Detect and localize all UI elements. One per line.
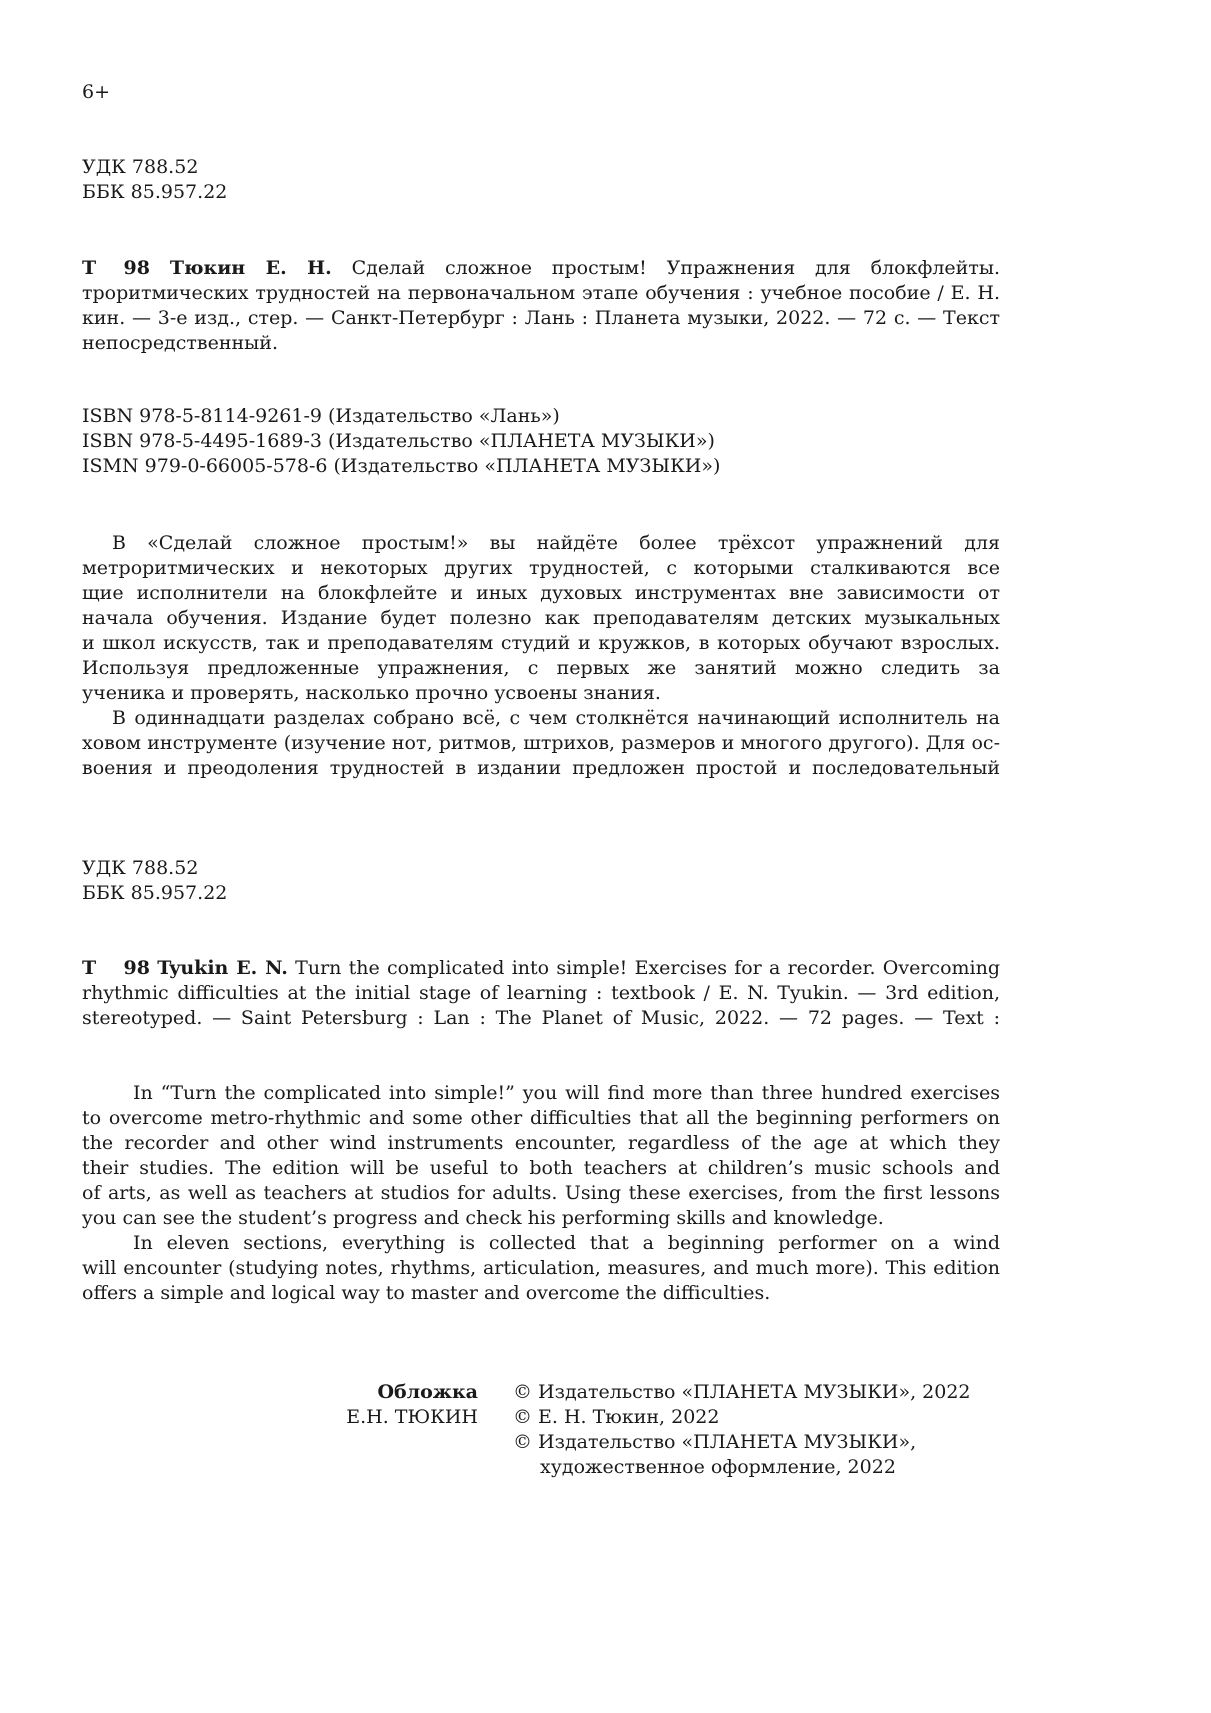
entry-line: непосредственный. [82, 332, 279, 354]
annotation-line: В одиннадцати разделах собрано всё, с чем столкнётся начинающий исполнитель на [112, 707, 1000, 729]
entry-author: Tyukin E. N. [157, 957, 288, 979]
annotation-line: воения и преодоления трудностей в издании предложен простой и последовательный [82, 757, 1000, 779]
entry-code: Т 98 [82, 257, 150, 279]
isbn: ISBN 978-5-8114-9261-9 (Издательство «Лань») [82, 405, 560, 427]
entry-line: stereotyped. — Saint Petersburg : Lan : The Planet of Music, 2022. — 72 pages. — Text : [82, 1007, 1000, 1029]
annotation-line: начала обучения. Издание будет полезно как преподавателям детских музыкальных [82, 607, 1000, 629]
entry-line: Сделай сложное простым! Упражнения для блокфлейты. [351, 257, 1000, 279]
bbk: ББК 85.957.22 [82, 882, 228, 904]
annotation-line: In “Turn the complicated into simple!” you will find more than three hundred exercises [133, 1082, 1000, 1104]
entry-author: Тюкин Е. Н. [169, 257, 332, 279]
annotation-line: the recorder and other wind instruments encounter, regardless of the age at which they [82, 1132, 1000, 1154]
entry-code: T 98 [82, 957, 150, 979]
isbn: ISBN 978-5-4495-1689-3 (Издательство «ПЛАНЕТА МУЗЫКИ») [82, 430, 715, 452]
udk: УДК 788.52 [82, 156, 199, 178]
bbk: ББК 85.957.22 [82, 181, 228, 203]
bibliographic-entry-ru [82, 256, 1000, 356]
copyright-line: © Издательство «ПЛАНЕТА МУЗЫКИ», [513, 1431, 917, 1453]
annotation-line: offers a simple and logical way to master and overcome the difficulties. [82, 1282, 771, 1304]
annotation-line: their studies. The edition will be useful to both teachers at children’s music schools and [82, 1157, 1000, 1179]
cover-label: Обложка [377, 1381, 478, 1403]
annotation-line: метроритмических и некоторых других трудностей, с которыми сталкиваются все [82, 557, 1000, 579]
annotation-line: ховом инструменте (изучение нот, ритмов, штрихов, размеров и многого другого). Для ос- [82, 732, 1000, 754]
annotation-en [82, 1081, 1000, 1306]
cover-author: Е.Н. ТЮКИН [346, 1406, 478, 1428]
annotation-line: to overcome metro-rhythmic and some other difficulties that all the beginning performers on [82, 1107, 1000, 1129]
annotation-line: и школ искусств, так и преподавателям студий и кружков, в которых обучают взрослых. [82, 632, 1000, 654]
annotation-line: of arts, as well as teachers at studios for adults. Using these exercises, from the first lessons [82, 1182, 1000, 1204]
annotation-line: In eleven sections, everything is collected that a beginning performer on a wind [133, 1232, 1000, 1254]
annotation-line: ученика и проверять, насколько прочно усвоены знания. [82, 682, 661, 704]
entry-line: троритмических трудностей на первоначальном этапе обучения : учебное пособие / Е. Н. [82, 282, 1000, 304]
copyright-line: © Издательство «ПЛАНЕТА МУЗЫКИ», 2022 [513, 1381, 971, 1403]
bibliographic-entry-en [82, 956, 1000, 1031]
annotation-line: will encounter (studying notes, rhythms, articulation, measures, and much more). This edition [82, 1257, 1000, 1279]
copyright-line: художественное оформление, 2022 [540, 1456, 896, 1478]
classification-en [82, 856, 1000, 906]
annotation-line: В «Сделай сложное простым!» вы найдёте более трёхсот упражнений для [112, 532, 1000, 554]
annotation-line: Используя предложенные упражнения, с первых же занятий можно следить за [82, 657, 1000, 679]
entry-line: rhythmic difficulties at the initial stage of learning : textbook / E. N. Tyukin. — 3rd edition, [82, 982, 1000, 1004]
entry-line: кин. — 3-е изд., стер. — Санкт-Петербург : Лань : Планета музыки, 2022. — 72 с. — Текст [82, 307, 1000, 329]
age-rating: 6+ [82, 81, 111, 103]
ismn: ISMN 979-0-66005-578-6 (Издательство «ПЛАНЕТА МУЗЫКИ») [82, 455, 721, 477]
classification-ru [82, 155, 1000, 205]
annotation-ru [82, 531, 1000, 781]
copyright-line: © Е. Н. Тюкин, 2022 [513, 1406, 720, 1428]
annotation-line: щие исполнители на блокфлейте и иных духовых инструментах вне зависимости от [82, 582, 1000, 604]
annotation-line: you can see the student’s progress and check his performing skills and knowledge. [82, 1207, 884, 1229]
udk: УДК 788.52 [82, 857, 199, 879]
entry-line: Turn the complicated into simple! Exercises for a recorder. Overcoming [295, 957, 1000, 979]
isbn-list [82, 404, 1000, 479]
